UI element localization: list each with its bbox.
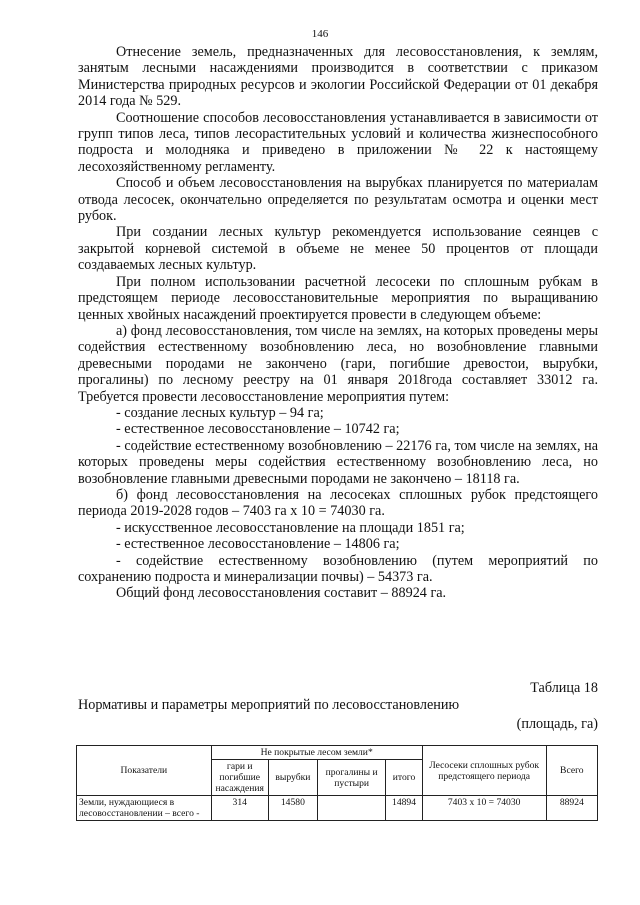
table-title: Нормативы и параметры мероприятий по лесовосстановлению bbox=[78, 697, 460, 713]
header-clearings: вырубки bbox=[268, 760, 317, 796]
paragraph: При создании лесных культур рекомендуется использование сеянцев с закрытой корневой системой в объеме не менее 50 процентов от площади создаваемых лесных культур. bbox=[78, 224, 598, 274]
table-label: Таблица 18 bbox=[530, 680, 598, 696]
header-uncovered-land: Не покрытые лесом земли* bbox=[211, 746, 422, 760]
paragraph: Способ и объем лесовосстановления на вырубках планируется по материалам отвода лесосек, окончательно определяется по результатам осмотра и оценки мест рубок. bbox=[78, 175, 598, 225]
list-item: - естественное лесовосстановление – 10742 га; bbox=[116, 421, 400, 438]
list-item: - естественное лесовосстановление – 14806 га; bbox=[116, 536, 400, 553]
header-total: Всего bbox=[546, 746, 597, 796]
paragraph: При полном использовании расчетной лесосеки по сплошным рубкам в предстоящем периоде лесовосстановительные мероприятия по выращиванию ценных хвойных насаждений проектируется провести в следующем объеме: bbox=[78, 273, 598, 323]
cell-clearings: 14580 bbox=[268, 796, 317, 821]
reforestation-table bbox=[76, 745, 598, 821]
header-burned: гари и погибшие насаждения bbox=[211, 760, 268, 796]
list-item: - создание лесных культур – 94 га; bbox=[116, 404, 324, 421]
page-number: 146 bbox=[311, 28, 329, 40]
table-unit: (площадь, га) bbox=[516, 716, 598, 732]
list-item: - содействие естественному возобновлению (путем мероприятий по сохранению подроста и минерализации почвы) – 54373 га. bbox=[78, 552, 598, 585]
body-text bbox=[78, 44, 598, 602]
paragraph: Общий фонд лесовосстановления составит – 88924 га. bbox=[116, 585, 447, 602]
list-item: - содействие естественному возобновлению – 22176 га, том числе на землях, на которых проведены меры содействия естественному возобновлению леса, но возобновление главными древесными породами не закончено – 18118 га. bbox=[78, 437, 598, 487]
paragraph: а) фонд лесовосстановления, том числе на землях, на которых проведены меры содействия естественному возобновлению леса, но возобновление главными древесными породами не закончено (гари, погибшие древостои, вырубки, прогалины) по лесному реестру на 01 января 2018года составляет 33012 га. Требуется провести лесовосстановление мероприятия путем: bbox=[78, 322, 598, 405]
list-item: - искусственное лесовосстановление на площади 1851 га; bbox=[116, 519, 465, 536]
header-glades: прогалины и пустыри bbox=[317, 760, 385, 796]
cell-glades bbox=[317, 796, 385, 821]
paragraph: б) фонд лесовосстановления на лесосеках сплошных рубок предстоящего периода 2019-2028 годов – 7403 га х 10 = 74030 га. bbox=[78, 486, 598, 520]
cell-total: 88924 bbox=[546, 796, 597, 821]
cell-cutting-areas: 7403 х 10 = 74030 bbox=[422, 796, 546, 821]
table-row bbox=[77, 796, 598, 821]
header-indicator: Показатели bbox=[77, 746, 212, 796]
header-subtotal: итого bbox=[386, 760, 422, 796]
cell-burned: 314 bbox=[211, 796, 268, 821]
header-cutting-areas: Лесосеки сплошных рубок предстоящего периода bbox=[422, 746, 546, 796]
cell-subtotal: 14894 bbox=[386, 796, 422, 821]
paragraph: Отнесение земель, предназначенных для лесовосстановления, к землям, занятым лесными насаждениями производится в соответствии с приказом Министерства природных ресурсов и экологии Российской Федерации от 01 декабря 2014 года № 529. bbox=[78, 44, 598, 110]
cell-indicator: Земли, нуждающиеся в лесовосстановлении – всего - bbox=[77, 796, 212, 821]
paragraph: Соотношение способов лесовосстановления устанавливается в зависимости от групп типов леса, типов лесорастительных условий и количества жизнеспособного подроста и молодняка и приведено в приложении № 22 к настоящему лесохозяйственному регламенту. bbox=[78, 109, 598, 175]
